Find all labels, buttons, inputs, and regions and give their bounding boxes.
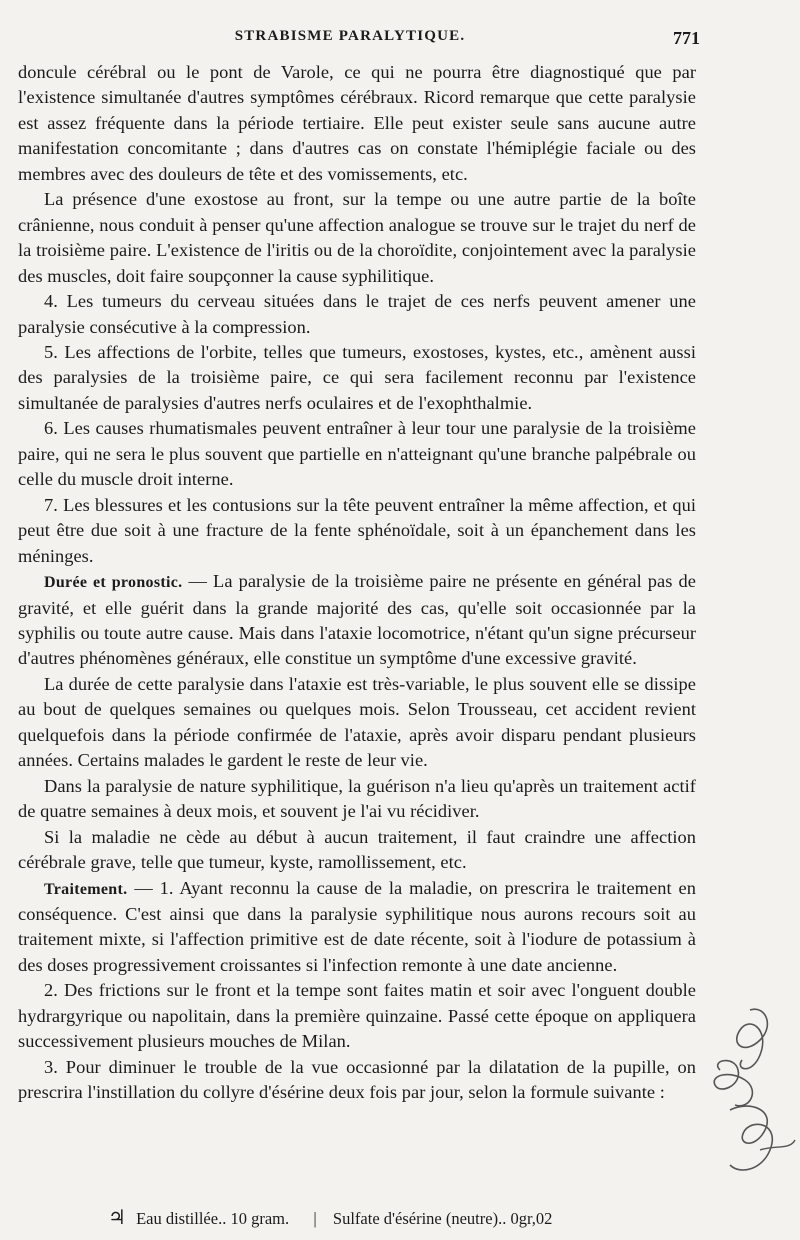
formula-ingredient-1: Eau distillée.. 10 gram. [136, 1209, 290, 1228]
paragraph-4 [18, 340, 696, 416]
paragraph-text: La durée de cette paralysie dans l'ataxie est très-variable, le plus souvent elle se dissipe au bout de quelques semaines ou quelques mois. Selon Trousseau, cet accident revient quelquefois dans la période confirmée de l'ataxie, après avoir disparu pendant plusieurs années. Certains malades le gardent le reste de leur vie. [18, 673, 696, 771]
paragraph-text: Dans la paralysie de nature syphilitique, la guérison n'a lieu qu'après un traitement actif de quatre semaines à deux mois, et souvent je l'ai vu récidiver. [18, 775, 696, 822]
page-number: 771 [673, 28, 700, 48]
paragraph-text: Si la maladie ne cède au début à aucun traitement, il faut craindre une affection cérébrale grave, telle que tumeur, kyste, ramollissement, etc. [18, 826, 696, 873]
paragraph-text: 4. Les tumeurs du cerveau situées dans le trajet de ces nerfs peuvent amener une paralysie consécutive à la compression. [18, 291, 696, 337]
formula-ingredient-2: Sulfate d'ésérine (neutre).. 0gr,02 [332, 1209, 553, 1228]
paragraph-5 [18, 416, 696, 492]
section-heading-duree: Durée et pronostic. [44, 574, 183, 592]
paragraph-text: 2. Des frictions sur le front et la tempe sont faites matin et soir avec l'onguent double hydrargyrique ou napolitain, dans la première quinzaine. Passé cette époque on appliquera successivement plusieurs mouches de Milan. [18, 980, 696, 1052]
paragraph-6 [18, 493, 696, 569]
paragraph-text: 5. Les affections de l'orbite, telles que tumeurs, exostoses, kystes, etc., amènent aussi des paralysies de la troisième paire, ce qui sera facilement reconnu par l'existence simultanée de paralysies d'autres nerfs oculaires et de l'exophthalmie. [18, 341, 696, 413]
paragraph-text: 3. Pour diminuer le trouble de la vue occasionné par la dilatation de la pupille, on prescrira l'instillation du collyre d'ésérine deux fois par jour, selon la formule suivante : [18, 1056, 696, 1103]
paragraph-text: — 1. Ayant reconnu la cause de la maladie, on prescrira le traitement en conséquence. C'est ainsi que dans la paralysie syphilitique nous aurons recours soit au traitement mixte, si l'affection primitive est de date récente, soit à l'iodure de potassium à des doses progressivement croissantes si l'infection remonte à une date ancienne. [18, 877, 696, 975]
paragraph-text: 7. Les blessures et les contusions sur la tête peuvent entraîner la même affection, et qui peut être due soit à une fracture de la fente sphénoïdale, soit à un épanchement dans les méninges. [18, 494, 696, 566]
paragraph-1 [18, 60, 696, 187]
prescription-formula [108, 1205, 708, 1230]
page-header [0, 28, 800, 52]
paragraph-text: — La paralysie de la troisième paire ne présente en général pas de gravité, et elle guérit dans la grande majorité des cas, qu'elle soit occasionnée par la syphilis ou toute autre cause. Mais dans l'ataxie locomotrice, n'étant qu'un signe précurseur d'autres phénomènes généraux, elle constitue un symptôme d'une excessive gravité. [18, 571, 696, 669]
paragraph-2 [18, 187, 696, 289]
section-heading-traitement: Traitement. [44, 880, 128, 898]
recipe-symbol: ♃ [108, 1207, 126, 1229]
paragraph-12 [18, 978, 696, 1054]
handwritten-signature [690, 1000, 800, 1190]
running-title: STRABISME PARALYTIQUE. [234, 28, 466, 44]
paragraph-8 [18, 672, 696, 774]
paragraph-traitement [18, 876, 696, 979]
paragraph-duree [18, 569, 696, 672]
paragraph-13 [18, 1055, 696, 1106]
paragraph-text: doncule cérébral ou le pont de Varole, ce qui ne pourra être diagnostiqué que par l'existence simultanée d'autres symptômes cérébraux. Ricord remarque que cette paralysie est assez fréquente dans la période tertiaire. Elle peut exister seule sans aucune autre manifestation concomitante ; dans d'autres cas on constate l'hémiplégie faciale ou des membres avec des douleurs de tête et des vomissements, etc. [18, 62, 696, 184]
paragraph-text: La présence d'une exostose au front, sur la tempe ou une autre partie de la boîte crânienne, nous conduit à penser qu'une affection analogue se trouve sur le trajet du nerf de la troisième paire. L'existence de l'iritis ou de la choroïdite, conjointement avec la paralysie des muscles, doit faire soupçonner la cause syphilitique. [18, 189, 696, 286]
paragraph-text: 6. Les causes rhumatismales peuvent entraîner à leur tour une paralysie de la troisième paire, qui ne sera le plus souvent que partielle en n'atteignant qu'une branche palpébrale ou celle du muscle droit interne. [18, 418, 696, 490]
body-text [18, 60, 696, 1106]
paragraph-9 [18, 774, 696, 825]
paragraph-3 [18, 289, 696, 340]
formula-separator: | [313, 1209, 317, 1228]
paragraph-10 [18, 825, 696, 876]
